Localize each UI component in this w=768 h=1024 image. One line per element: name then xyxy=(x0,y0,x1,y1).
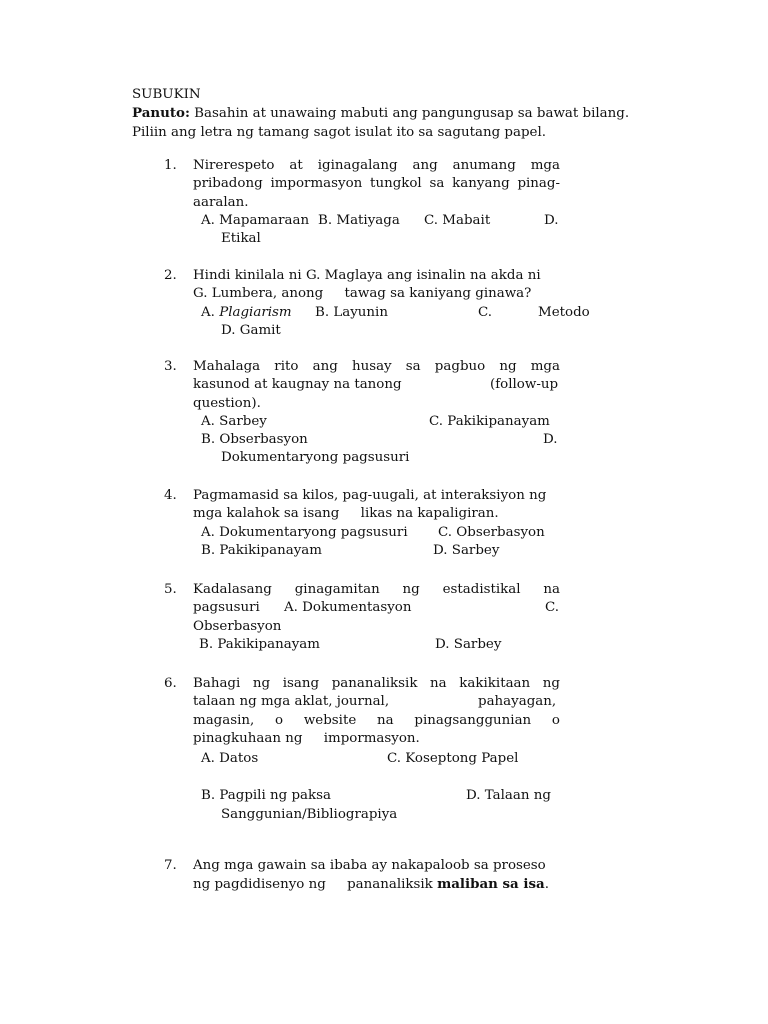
question-5 xyxy=(164,581,560,654)
question-text xyxy=(193,157,560,212)
question-text xyxy=(193,358,560,413)
options xyxy=(199,636,560,654)
option-d[interactable]: D. xyxy=(544,212,559,228)
option-a[interactable] xyxy=(201,304,292,322)
question-text xyxy=(193,267,560,304)
options xyxy=(201,750,560,824)
question-line: aaralan. xyxy=(193,194,249,210)
instruction-line-1 xyxy=(132,104,652,123)
instruction-label: Panuto: xyxy=(132,105,190,122)
question-line: G. Lumbera, anong tawag sa kaniyang ginawa? xyxy=(193,286,532,302)
option-d[interactable]: D. Gamit xyxy=(221,322,281,338)
question-line: pahayagan, xyxy=(478,694,557,710)
question-number: 1. xyxy=(164,158,177,173)
question-text xyxy=(193,487,560,524)
question-number: 2. xyxy=(164,268,177,283)
question-line: Pagmamasid sa kilos, pag-uugali, at interaksiyon ng xyxy=(193,488,547,503)
question-line: Ang mga gawain sa ibaba ay nakapaloob sa proseso xyxy=(193,858,546,873)
options xyxy=(201,212,560,249)
option-b[interactable]: B. Layunin xyxy=(315,304,388,320)
option-d[interactable]: D. xyxy=(543,432,558,448)
question-number: 3. xyxy=(164,359,177,374)
option-d-text: Sanggunian/Bibliograpiya xyxy=(221,806,398,822)
instruction-text-1: Basahin at unawaing mabuti ang pangungusap sa bawat bilang. xyxy=(189,106,630,122)
option-b[interactable]: B. Pakikipanayam xyxy=(201,542,322,558)
question-period: . xyxy=(544,877,549,893)
question-1 xyxy=(164,157,560,248)
question-line: Hindi kinilala ni G. Maglaya ang isinalin na akda ni xyxy=(193,268,541,283)
option-d-text: Etikal xyxy=(221,231,261,247)
question-line: magasin, o website na pinagsanggunian o xyxy=(193,712,560,728)
question-3 xyxy=(164,358,560,468)
options xyxy=(201,524,560,561)
option-c[interactable]: C. Obserbasyon xyxy=(438,524,545,540)
option-a[interactable]: A. Dokumentaryong pagsusuri xyxy=(201,524,408,540)
option-a[interactable]: A. Mapamaraan xyxy=(201,212,310,228)
option-d[interactable]: D. Sarbey xyxy=(433,542,500,558)
question-line xyxy=(193,875,560,894)
question-line: Mahalaga rito ang husay sa pagbuo ng mga xyxy=(193,359,560,374)
option-a[interactable]: A. Datos xyxy=(201,751,259,767)
option-c[interactable]: C. Mabait xyxy=(424,212,491,228)
question-2 xyxy=(164,267,590,340)
question-text xyxy=(193,857,560,895)
question-line: Obserbasyon xyxy=(193,618,282,634)
question-line: mga kalahok sa isang likas na kapaligiran. xyxy=(193,506,499,522)
question-line: Nirerespeto at iginagalang ang anumang mga xyxy=(193,158,560,173)
question-line-text: ng pagdidisenyo ng pananaliksik xyxy=(193,877,433,893)
option-d-text: Dokumentaryong pagsusuri xyxy=(221,450,410,466)
question-line: Bahagi ng isang pananaliksik na kakikitaan ng xyxy=(193,676,560,691)
question-number: 4. xyxy=(164,488,177,503)
question-6 xyxy=(164,675,560,824)
question-text xyxy=(193,675,560,748)
emphasis-text: maliban sa isa xyxy=(437,876,545,893)
question-line: pribadong impormasyon tungkol sa kanyang pinag- xyxy=(193,176,560,192)
option-d[interactable]: D. Sarbey xyxy=(435,636,502,652)
question-line: Kadalasang ginagamitan ng estadistikal na xyxy=(193,582,560,597)
question-line: kasunod at kaugnay na tanong xyxy=(193,377,402,393)
option-b[interactable]: B. Matiyaga xyxy=(318,212,400,228)
question-line: (follow-up xyxy=(490,377,559,393)
question-4 xyxy=(164,487,560,560)
option-a[interactable]: A. Sarbey xyxy=(201,413,267,429)
question-line: talaan ng mga aklat, journal, xyxy=(193,694,390,710)
question-line: question). xyxy=(193,395,261,411)
section-title: SUBUKIN xyxy=(132,87,201,102)
option-d[interactable]: D. Talaan ng xyxy=(466,788,551,804)
question-number: 7. xyxy=(164,858,177,873)
instruction-line-2: Piliin ang letra ng tamang sagot isulat ito sa sagutang papel. xyxy=(132,124,546,140)
question-line: A. Dokumentasyon xyxy=(284,600,412,616)
question-7 xyxy=(164,857,560,895)
question-text xyxy=(193,581,560,636)
option-c[interactable]: C. xyxy=(478,304,493,320)
option-b[interactable]: B. Pakikipanayam xyxy=(199,636,320,652)
option-c[interactable]: C. Koseptong Papel xyxy=(387,751,519,767)
option-c[interactable]: C. Pakikipanayam xyxy=(429,413,550,429)
question-line: pagsusuri xyxy=(193,600,260,616)
question-number: 5. xyxy=(164,582,177,597)
option-c-text: Metodo xyxy=(538,304,590,320)
option-a-text: Plagiarism xyxy=(219,304,292,320)
question-line: pinagkuhaan ng impormasyon. xyxy=(193,730,420,746)
option-b[interactable]: B. Obserbasyon xyxy=(201,432,308,448)
option-b[interactable]: B. Pagpili ng paksa xyxy=(201,788,331,804)
question-number: 6. xyxy=(164,676,177,691)
options xyxy=(201,304,590,341)
option-a-letter: A. xyxy=(201,304,215,320)
document-header xyxy=(132,86,652,142)
options xyxy=(201,413,560,468)
question-line: C. xyxy=(545,600,560,616)
